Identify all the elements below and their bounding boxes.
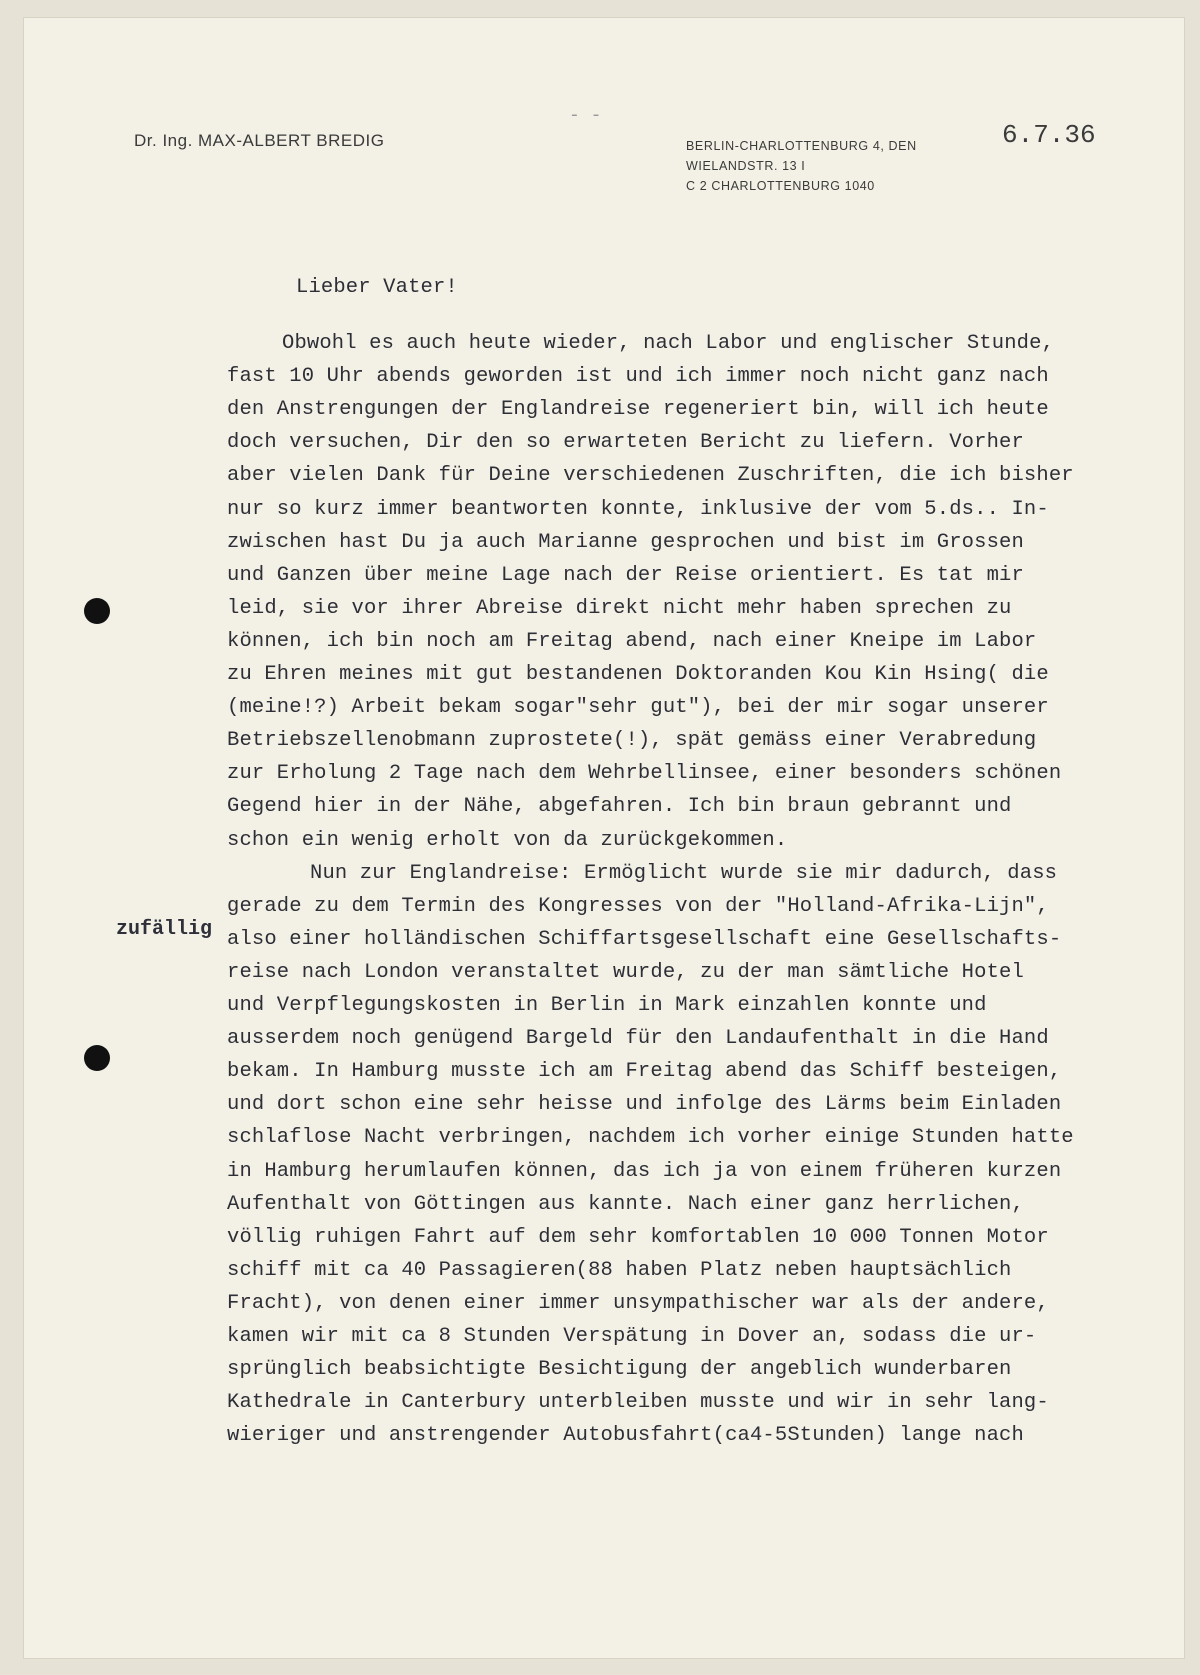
letter-line: Aufenthalt von Göttingen aus kannte. Nach einer ganz herrlichen,: [227, 1192, 1024, 1216]
letter-line: und Ganzen über meine Lage nach der Reise orientiert. Es tat mir: [227, 563, 1024, 587]
letter-line: Nun zur Englandreise: Ermöglicht wurde sie mir dadurch, dass: [310, 861, 1058, 885]
letter-line: also einer holländischen Schiffartsgesellschaft eine Gesellschafts-: [227, 927, 1062, 951]
letter-page: [24, 18, 1184, 1658]
letter-line: und Verpflegungskosten in Berlin in Mark einzahlen konnte und: [227, 994, 987, 1017]
letter-date: 6.7.36: [1002, 120, 1096, 150]
letter-line: (meine!?) Arbeit bekam sogar"sehr gut"), bei der mir sogar unserer: [227, 696, 1049, 720]
letter-line: nur so kurz immer beantworten konnte, inklusive der vom 5.ds.. In-: [227, 497, 1049, 521]
address-line-street: WIELANDSTR. 13 I: [686, 159, 806, 173]
letter-line: leid, sie vor ihrer Abreise direkt nicht mehr haben sprechen zu: [227, 596, 1012, 620]
salutation: Lieber Vater!: [296, 276, 458, 299]
letter-line: in Hamburg herumlaufen können, das ich ja von einem früheren kurzen: [227, 1159, 1062, 1183]
letter-line: Obwohl es auch heute wieder, nach Labor und englischer Stunde,: [282, 332, 1055, 355]
letter-line: sprünglich beabsichtigte Besichtigung der angeblich wunderbaren: [227, 1358, 1012, 1382]
letter-line: Betriebszellenobmann zuprostete(!), spät gemäss einer Verabredung: [227, 729, 1037, 753]
letter-line: schlaflose Nacht verbringen, nachdem ich vorher einige Stunden hatte: [227, 1126, 1074, 1150]
letterhead-name: Dr. Ing. MAX-ALBERT BREDIG: [134, 131, 385, 150]
letter-body: [24, 18, 1184, 1658]
letter-line: schon ein wenig erholt von da zurückgekommen.: [227, 828, 788, 852]
letter-line: völlig ruhigen Fahrt auf dem sehr komfortablen 10 000 Tonnen Motor: [227, 1225, 1049, 1249]
margin-note: zufällig: [116, 918, 213, 941]
letter-line: zur Erholung 2 Tage nach dem Wehrbellinsee, einer besonders schönen: [227, 762, 1062, 786]
punch-hole-top: [84, 598, 110, 624]
address-line-city: BERLIN-CHARLOTTENBURG 4, DEN: [686, 139, 917, 153]
letter-line: den Anstrengungen der Englandreise regeneriert bin, will ich heute: [227, 398, 1049, 422]
letter-line: doch versuchen, Dir den so erwarteten Bericht zu liefern. Vorher: [227, 431, 1024, 455]
letter-line: Gegend hier in der Nähe, abgefahren. Ich bin braun gebrannt und: [227, 795, 1012, 819]
letter-line: kamen wir mit ca 8 Stunden Verspätung in Dover an, sodass die ur-: [227, 1325, 1037, 1348]
address-line-phone: C 2 CHARLOTTENBURG 1040: [686, 179, 875, 193]
letter-line: können, ich bin noch am Freitag abend, nach einer Kneipe im Labor: [227, 629, 1037, 653]
letter-line: ausserdem noch genügend Bargeld für den Landaufenthalt in die Hand: [227, 1027, 1049, 1051]
letter-line: wieriger und anstrengender Autobusfahrt(ca4-5Stunden) lange nach: [227, 1424, 1024, 1448]
letter-line: und dort schon eine sehr heisse und infolge des Lärms beim Einladen: [227, 1093, 1062, 1117]
letter-line: Kathedrale in Canterbury unterbleiben musste und wir in sehr lang-: [227, 1391, 1049, 1415]
letter-line: aber vielen Dank für Deine verschiedenen Zuschriften, die ich bisher: [227, 464, 1074, 488]
page-mark: - -: [569, 106, 602, 126]
letter-line: schiff mit ca 40 Passagieren(88 haben Platz neben hauptsächlich: [227, 1258, 1012, 1282]
letter-line: gerade zu dem Termin des Kongresses von der "Holland-Afrika-Lijn",: [227, 894, 1049, 918]
letter-line: zwischen hast Du ja auch Marianne gesprochen und bist im Grossen: [227, 530, 1024, 554]
letter-line: Fracht), von denen einer immer unsympathischer war als der andere,: [227, 1291, 1049, 1315]
letter-line: zu Ehren meines mit gut bestandenen Doktoranden Kou Kin Hsing( die: [227, 663, 1049, 686]
letter-line: reise nach London veranstaltet wurde, zu der man sämtliche Hotel: [227, 960, 1024, 984]
letter-line: fast 10 Uhr abends geworden ist und ich immer noch nicht ganz nach: [227, 365, 1049, 389]
punch-hole-bottom: [84, 1045, 110, 1071]
letter-line: bekam. In Hamburg musste ich am Freitag abend das Schiff besteigen,: [227, 1060, 1062, 1084]
